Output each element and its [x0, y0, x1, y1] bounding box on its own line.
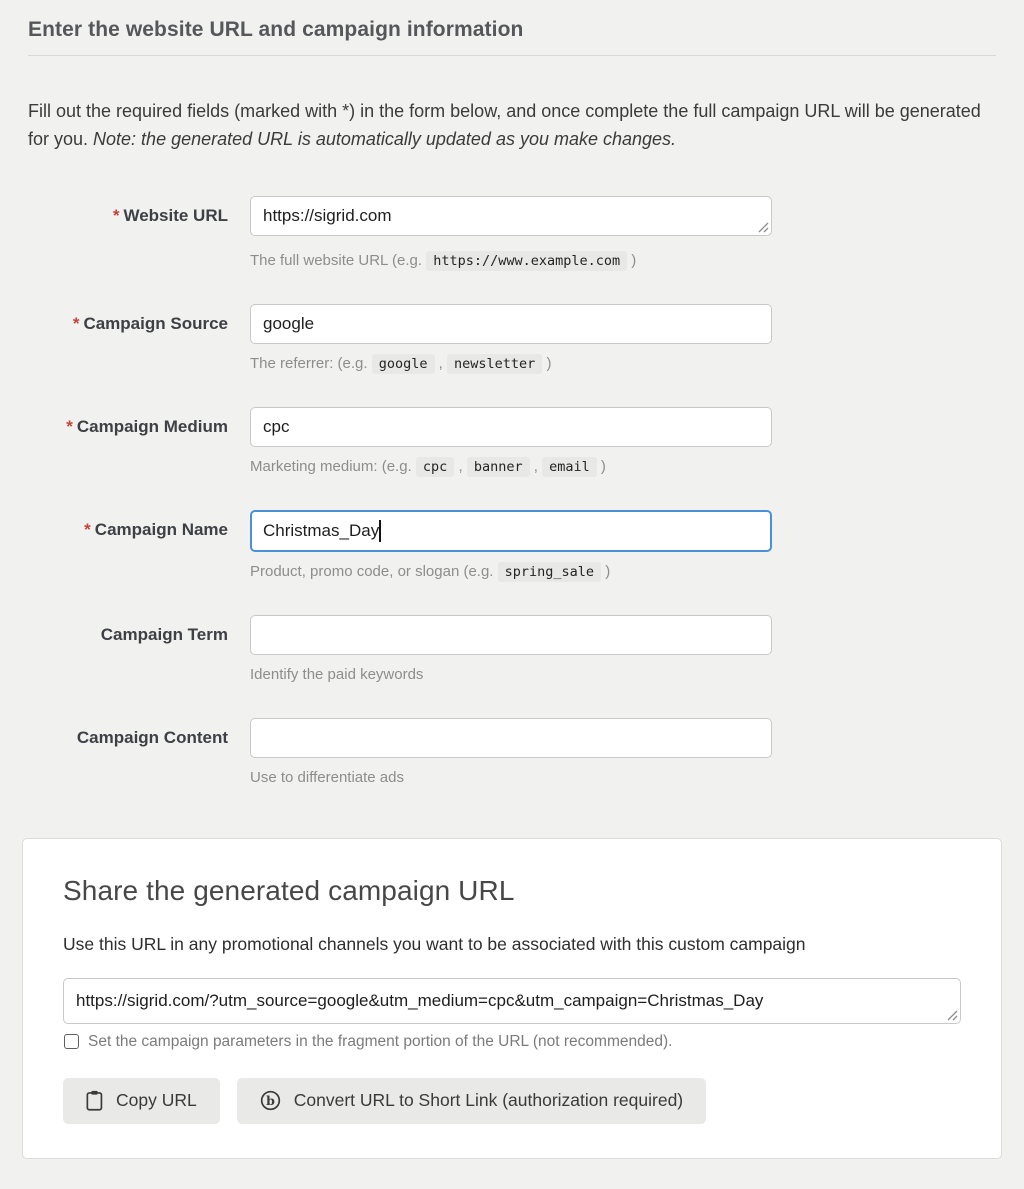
code-example: newsletter — [447, 354, 542, 374]
field-label: Campaign Content — [76, 727, 228, 747]
field-help — [250, 455, 772, 479]
help-text: ) — [601, 562, 611, 580]
fragment-option-row[interactable] — [63, 1033, 961, 1051]
field-input-wrap — [250, 407, 772, 447]
code-example: spring_sale — [498, 562, 601, 582]
input-website-url[interactable] — [250, 196, 772, 236]
copy-url-label: Copy URL — [116, 1090, 197, 1111]
input-campaign-term[interactable] — [250, 615, 772, 655]
field-input-wrap — [250, 304, 772, 344]
page-title: Enter the website URL and campaign information — [28, 18, 524, 41]
field-help — [250, 352, 772, 376]
shorten-url-button[interactable] — [237, 1078, 706, 1124]
help-text: The referrer: (e.g. — [250, 354, 372, 372]
intro-text — [28, 98, 996, 154]
field-input-col — [250, 196, 772, 273]
input-campaign-medium[interactable] — [250, 407, 772, 447]
help-text: , — [454, 457, 467, 475]
field-label-col — [28, 304, 228, 376]
bitly-icon — [260, 1090, 281, 1111]
help-text: Marketing medium: (e.g. — [250, 457, 416, 475]
field-help — [250, 663, 772, 687]
help-text: Product, promo code, or slogan (e.g. — [250, 562, 498, 580]
input-campaign-name[interactable] — [250, 510, 772, 552]
code-example: email — [542, 457, 597, 477]
resize-grip-icon[interactable] — [947, 1010, 958, 1021]
field-input-col — [250, 304, 772, 376]
field-help — [250, 766, 772, 790]
generated-url-textarea[interactable] — [63, 978, 961, 1024]
form-row-campaign-name — [28, 510, 996, 584]
shorten-url-label: Convert URL to Short Link (authorization required) — [293, 1090, 684, 1111]
field-input-wrap — [250, 718, 772, 758]
share-title: Share the generated campaign URL — [63, 874, 515, 906]
intro-text-main: Fill out the required fields (marked with *) in the form below, and once complete the full campaign URL will be generated for you. — [28, 101, 981, 149]
field-input-col — [250, 407, 772, 479]
help-text: ) — [542, 354, 552, 372]
required-asterisk: * — [72, 313, 80, 333]
help-text: Use to differentiate ads — [250, 768, 404, 786]
code-example: banner — [467, 457, 530, 477]
form-row-website-url — [28, 196, 996, 273]
share-actions — [63, 1078, 961, 1124]
intro-text-note: Note: the generated URL is automatically updated as you make changes. — [93, 128, 677, 149]
field-input-col — [250, 510, 772, 584]
form-row-campaign-term — [28, 615, 996, 687]
field-label-col — [28, 196, 228, 273]
field-label-col — [28, 718, 228, 790]
field-input-wrap — [250, 615, 772, 655]
field-input-wrap — [250, 510, 772, 552]
required-asterisk: * — [66, 416, 73, 436]
fragment-checkbox-label: Set the campaign parameters in the fragment portion of the URL (not recommended). — [88, 1032, 673, 1050]
required-asterisk: * — [84, 519, 91, 539]
field-label-col — [28, 615, 228, 687]
field-input-wrap — [250, 196, 772, 236]
help-text: Identify the paid keywords — [250, 665, 424, 683]
code-example: google — [372, 354, 435, 374]
code-example: https://www.example.com — [426, 251, 627, 271]
field-help — [250, 249, 772, 273]
help-text: The full website URL (e.g. — [250, 251, 427, 269]
svg-text:b: b — [265, 1093, 275, 1109]
resize-grip-icon[interactable] — [758, 222, 769, 233]
clipboard-icon — [86, 1090, 103, 1111]
help-text: ) — [627, 251, 637, 269]
form-row-campaign-content — [28, 718, 996, 790]
field-label-col — [28, 510, 228, 584]
generated-url-wrap — [63, 978, 961, 1024]
share-card — [22, 838, 1002, 1159]
copy-url-button[interactable] — [63, 1078, 220, 1124]
input-campaign-content[interactable] — [250, 718, 772, 758]
field-help — [250, 560, 772, 584]
title-divider — [28, 55, 996, 56]
help-text: ) — [596, 457, 606, 475]
field-label: Website URL — [123, 205, 228, 225]
form-row-campaign-source — [28, 304, 996, 376]
help-text: , — [434, 354, 448, 372]
required-asterisk: * — [112, 205, 120, 225]
form-row-campaign-medium — [28, 407, 996, 479]
input-campaign-source[interactable] — [250, 304, 772, 344]
field-input-col — [250, 718, 772, 790]
field-label: Campaign Medium — [76, 416, 228, 436]
fragment-checkbox[interactable] — [64, 1034, 79, 1049]
field-label: Campaign Term — [100, 624, 228, 644]
field-label: Campaign Name — [94, 519, 228, 539]
field-label: Campaign Source — [83, 313, 228, 333]
campaign-form — [28, 196, 996, 790]
share-description: Use this URL in any promotional channels you want to be associated with this custom campaign — [63, 933, 806, 954]
text-caret — [379, 520, 381, 542]
code-example: cpc — [416, 457, 454, 477]
field-input-col — [250, 615, 772, 687]
help-text: , — [529, 457, 543, 475]
field-label-col — [28, 407, 228, 479]
